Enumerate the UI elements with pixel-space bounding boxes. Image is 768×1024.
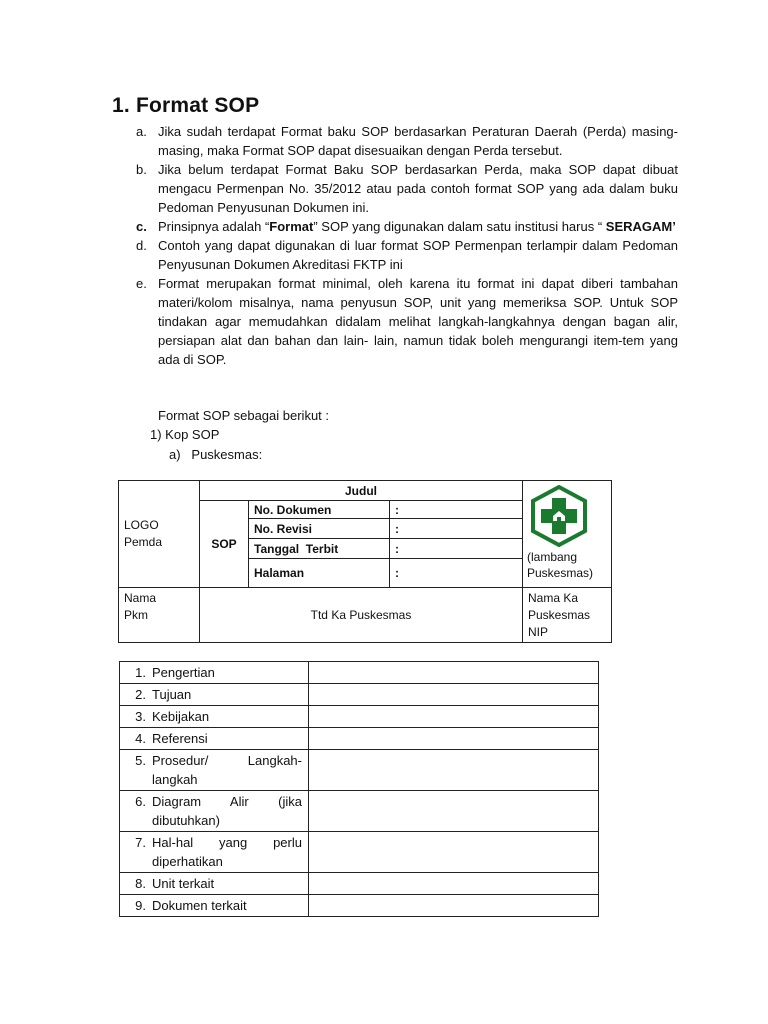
toc-text: Referensi (152, 731, 208, 746)
lambang-cell (523, 481, 612, 588)
no-revisi-colon: : (390, 519, 523, 539)
no-dokumen-label: No. Dokumen (249, 501, 390, 519)
tanggal-terbit-colon: : (390, 539, 523, 559)
toc-text: Hal-hal yang perlu diperhatikan (152, 835, 306, 869)
halaman-colon: : (390, 559, 523, 588)
table-row (120, 873, 599, 895)
toc-num: 8. (135, 876, 146, 891)
toc-num: 2. (135, 687, 146, 702)
list-item (136, 274, 678, 369)
table-row (120, 832, 599, 873)
table-row (120, 728, 599, 750)
toc-num: 5. (135, 753, 146, 768)
toc-value-cell (309, 728, 599, 750)
tanggal-terbit-label: Tanggal Terbit (249, 539, 390, 559)
toc-value-cell (309, 873, 599, 895)
list-text: Contoh yang dapat digunakan di luar format SOP Permenpan terlampir dalam Pedoman Penyusunan Dokumen Akreditasi FKTP ini (158, 238, 678, 272)
kop-subheading: 1) Kop SOP (150, 427, 220, 442)
puskesmas-logo (527, 485, 607, 547)
toc-text: Kebijakan (152, 709, 210, 724)
toc-num: 3. (135, 709, 146, 724)
list-item (136, 236, 678, 274)
toc-item (120, 728, 309, 750)
toc-text: Tujuan (152, 687, 192, 702)
toc-num: 1. (135, 665, 146, 680)
puskesmas-subheading: a) Puskesmas: (169, 447, 263, 462)
toc-text: Diagram Alir (jika dibutuhkan) (152, 794, 306, 828)
table-row (120, 706, 599, 728)
halaman-label: Halaman (249, 559, 390, 588)
list-item (136, 122, 678, 160)
list-marker: a. (136, 124, 147, 139)
puskesmas-logo-icon (530, 485, 588, 547)
section-heading: 1. Format SOP (112, 94, 260, 117)
nama-ka-cell: Nama Ka Puskesmas NIP (523, 588, 612, 643)
toc-text: Pengertian (152, 665, 215, 680)
toc-value-cell (309, 662, 599, 684)
list-text: ” SOP yang digunakan dalam satu institusi harus “ (313, 219, 603, 234)
table-row (120, 791, 599, 832)
toc-item (120, 662, 309, 684)
toc-num: 9. (135, 898, 146, 913)
no-revisi-label: No. Revisi (249, 519, 390, 539)
toc-text: Unit terkait (152, 876, 215, 891)
toc-item (120, 873, 309, 895)
toc-value-cell (309, 895, 599, 917)
no-dokumen-colon: : (390, 501, 523, 519)
sop-label-cell: SOP (200, 501, 249, 588)
list-marker: c. (136, 219, 147, 234)
toc-item (120, 750, 309, 791)
format-intro: Format SOP sebagai berikut : (158, 408, 330, 423)
list-text: Jika belum terdapat Format Baku SOP berdasarkan Perda, maka SOP dapat dibuat mengacu Permenpan No. 35/2012 atau pada contoh format SOP yang ada dalam buku Pedoman Penyusunan Dokumen ini. (158, 162, 678, 215)
toc-item (120, 832, 309, 873)
judul-cell: Judul (200, 481, 523, 501)
list-item (136, 217, 678, 236)
toc-num: 4. (135, 731, 146, 746)
table-row (120, 750, 599, 791)
toc-num: 7. (135, 835, 146, 850)
toc-value-cell (309, 791, 599, 832)
lambang-label: (lambang Puskesmas) (527, 550, 594, 580)
ttd-cell: Ttd Ka Puskesmas (200, 588, 523, 643)
list-text: Jika sudah terdapat Format baku SOP berdasarkan Peraturan Daerah (Perda) masing-masing, maka Format SOP dapat disesuaikan dengan Perda tersebut. (158, 124, 678, 158)
toc-num: 6. (135, 794, 146, 809)
toc-text: Prosedur/ Langkah-langkah (152, 753, 302, 787)
nama-pkm-cell: Nama Pkm (119, 588, 200, 643)
list-text: Format merupakan format minimal, oleh karena itu format ini dapat diberi tambahan materi/kolom misalnya, nama penyusun SOP, unit yang memeriksa SOP. Untuk SOP tindakan agar memudahkan didalam melihat langkah-langkahnya dengan bagan alir, persiapan alat dan bahan dan lain- lain, namun tidak boleh mengurangi item-tem yang ada di SOP. (158, 276, 678, 367)
toc-item (120, 791, 309, 832)
list-marker: b. (136, 162, 147, 177)
bold-format: Format (269, 219, 314, 234)
list-text: Prinsipnya adalah “ (158, 219, 270, 234)
toc-item (120, 684, 309, 706)
table-row (120, 895, 599, 917)
table-row (120, 662, 599, 684)
toc-value-cell (309, 832, 599, 873)
toc-value-cell (309, 684, 599, 706)
list-marker: e. (136, 276, 147, 291)
toc-value-cell (309, 750, 599, 791)
rules-list (136, 122, 678, 369)
table-row (120, 684, 599, 706)
sop-contents-table (119, 661, 599, 917)
toc-text: Dokumen terkait (152, 898, 247, 913)
toc-item (120, 895, 309, 917)
logo-pemda-cell: LOGO Pemda (119, 481, 200, 588)
toc-value-cell (309, 706, 599, 728)
list-marker: d. (136, 238, 147, 253)
kop-sop-table (118, 480, 612, 643)
bold-seragam: SERAGAM’ (605, 219, 676, 234)
toc-item (120, 706, 309, 728)
list-item (136, 160, 678, 217)
